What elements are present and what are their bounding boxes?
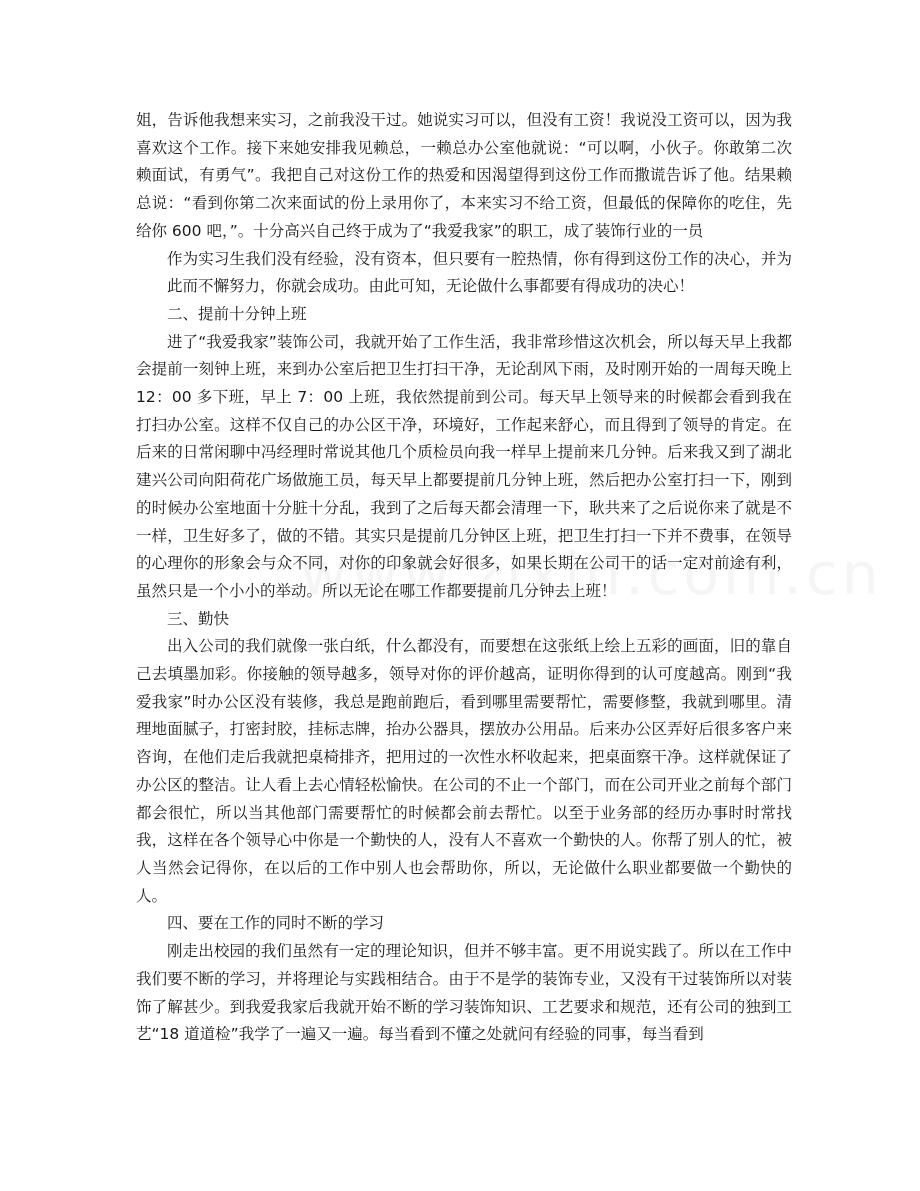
section-heading-arrive-early: 二、提前十分钟上班	[167, 304, 307, 323]
paragraph-arrive-early: 进了“我爱我家”装饰公司，我就开始了工作生活，我非常珍惜这次机会，所以每天早上我都会提前一刻钟上班，来到办公室后把卫生打扫干净，无论刮风下雨，及时刚开始的一周每天晚上 12：00 多下班，早上 7：00 上班，我依然提前到公司。每天早上领导来的时候都会看到我在打扫办公室。这样不仅自己的办公区干净，环境好，工作起来舒心，而且得到了领导的肯定。在后来的日常闲聊中冯经理时常说其他几个质检员向我一样早上提前来几分钟。后来我又到了湖北建兴公司向阳荷花广场做施工员，每天早上都要提前几分钟上班，然后把办公室打扫一下，刚到的时候办公室地面十分脏十分乱，我到了之后每天都会清理一下，耿共来了之后说你来了就是不一样，卫生好多了，做的不错。其实只是提前几分钟区上班，把卫生打扫一下并不费事，在领导的心理你的形象会与众不同，对你的印象就会好很多，如果长期在公司干的话一定对前途有利，虽然只是一个小小的举动。所以无论在哪工作都要提前几分钟去上班！	[136, 332, 792, 600]
section-heading-keep-learning: 四、要在工作的同时不断的学习	[167, 914, 385, 933]
paragraph-keep-learning: 刚走出校园的我们虽然有一定的理论知识，但并不够丰富。更不用说实践了。所以在工作中我们要不断的学习，并将理论与实践相结合。由于不是学的装饰专业，又没有干过装饰所以对装饰了解甚少。到我爱我家后我就开始不断的学习装饰知识、工艺要求和规范，还有公司的独到工艺“18 道道检”我学了一遍又一遍。每当看到不懂之处就问有经验的同事，每当看到	[136, 942, 792, 1044]
paragraph-continuation: 姐，告诉他我想来实习，之前我没干过。她说实习可以，但没有工资！我说没工资可以，因为我喜欢这个工作。接下来她安排我见赖总，一赖总办公室他就说：“可以啊，小伙子。你敢第二次赖面试，有勇气”。我把自己对这份工作的热爱和因渴望得到这份工作而撒谎告诉了他。结果赖总说：“看到你第二次来面试的份上录用你了，本来实习不给工资，但最低的保障你的吃住，先给你 600 吧，”。十分高兴自己终于成为了“我爱我家”的职工，成了装饰行业的一员	[136, 111, 792, 240]
paragraph-intern-determination: 作为实习生我们没有经验，没有资本，但只要有一腔热情，你有得到这份工作的决心，并为此而不懈努力，你就会成功。由此可知，无论做什么事都要有得成功的决心！	[167, 249, 792, 296]
document-body	[136, 107, 792, 1049]
section-heading-diligence: 三、勤快	[167, 609, 230, 628]
paragraph-diligence: 出入公司的我们就像一张白纸，什么都没有，而要想在这张纸上绘上五彩的画面，旧的靠自己去填墨加彩。你接触的领导越多，领导对你的评价越高，证明你得到的认可度越高。刚到“我爱我家”时办公区没有装修，我总是跑前跑后，看到哪里需要帮忙，需要修整，我就到哪里。清理地面腻子，打密封胶，挂标志牌，抬办公器具，摆放办公用品。后来办公区弄好后很多客户来咨询，在他们走后我就把桌椅排齐，把用过的一次性水杯收起来，把桌面察干净。这样就保证了办公区的整洁。让人看上去心情轻松愉快。在公司的不止一个部门，而在公司开业之前每个部门都会很忙，所以当其他部门需要帮忙的时候都会前去帮忙。以至于业务部的经历办事时时常找我，这样在各个领导心中你是一个勤快的人，没有人不喜欢一个勤快的人。你帮了别人的忙，被人当然会记得你，在以后的工作中别人也会帮助你，所以，无论做什么职业都要做一个勤快的人。	[136, 637, 792, 905]
